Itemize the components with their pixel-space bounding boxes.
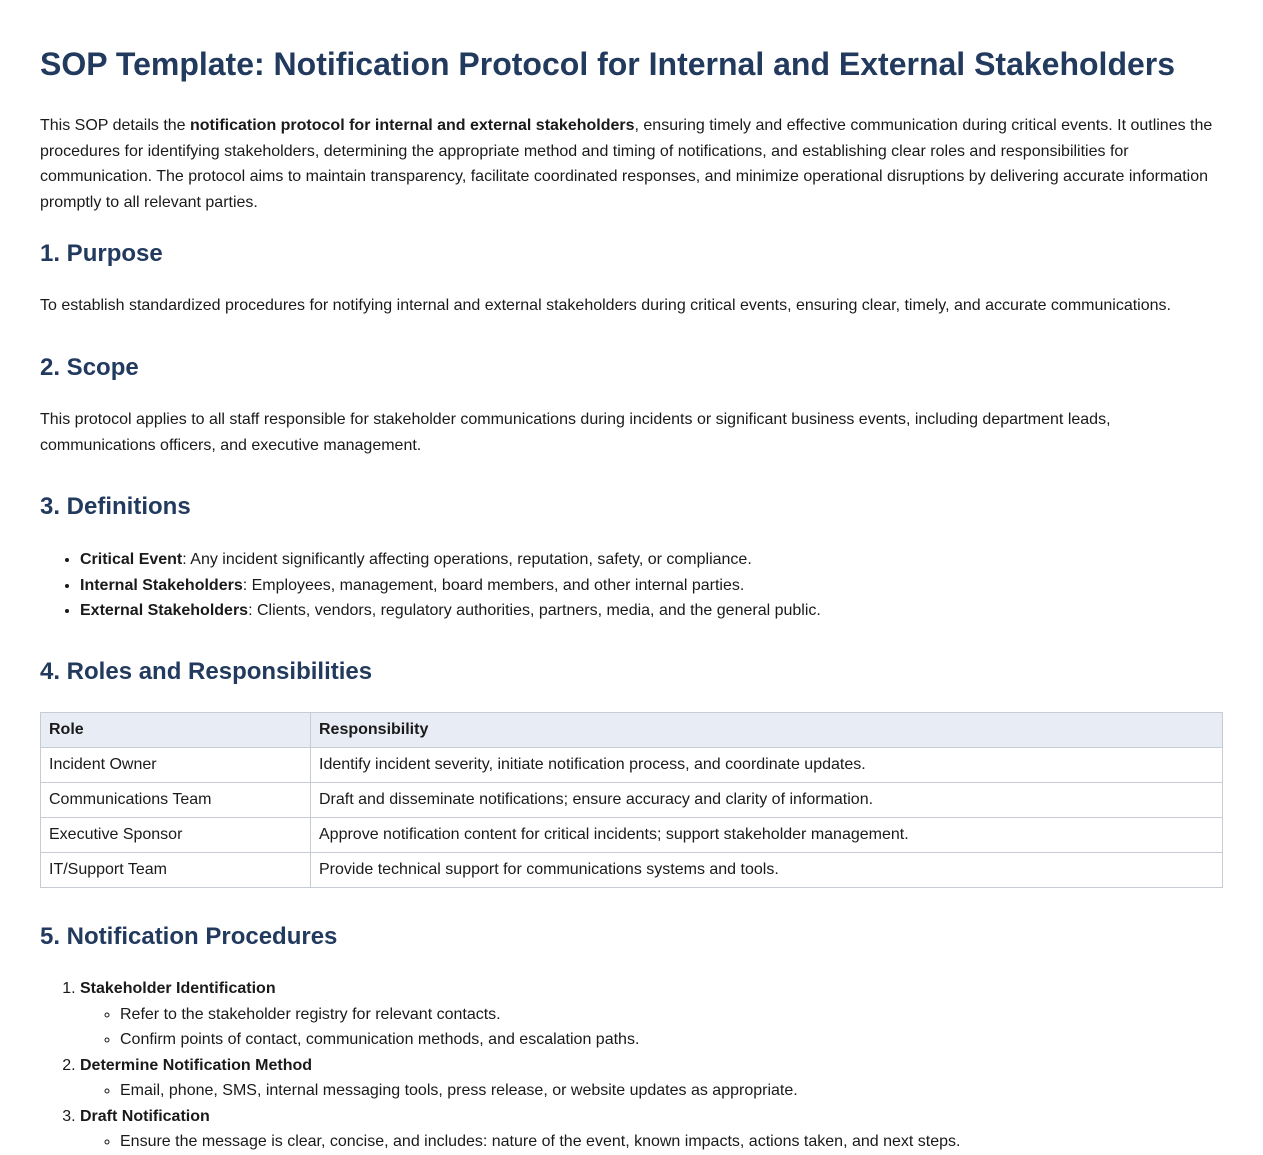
procedures-list — [40, 976, 1263, 1155]
list-item — [80, 573, 1263, 599]
procedures-heading: 5. Notification Procedures — [40, 923, 338, 950]
purpose-heading: 1. Purpose — [40, 240, 163, 267]
intro-text-end: , ensuring timely and effective communication during critical events. It outlines the procedures for identifying stakeholders, determining the appropriate method and timing of notifications, and establishing clear roles and responsibilities for communication. The protocol aims to maintain transparency, facilitate coordinated responses, and minimize operational disruptions by delivering accurate information promptly to all relevant parties. — [40, 117, 1213, 211]
roles-table — [40, 712, 1223, 888]
role-cell: Communications Team — [41, 783, 311, 818]
procedure-step-title: Determine Notification Method — [80, 1056, 313, 1074]
table-row — [41, 748, 1223, 783]
list-item — [80, 598, 1263, 624]
scope-heading: 2. Scope — [40, 354, 139, 381]
procedure-substeps — [80, 1002, 1263, 1053]
definitions-heading: 3. Definitions — [40, 493, 191, 520]
intro-text-start: This SOP details the — [40, 117, 190, 134]
procedure-step — [80, 976, 1263, 1053]
procedure-substeps — [80, 1078, 1263, 1104]
procedure-step-title: Stakeholder Identification — [80, 980, 276, 997]
column-header-responsibility: Responsibility — [311, 713, 1223, 748]
table-row — [41, 783, 1223, 818]
page-title: SOP Template: Notification Protocol for Internal and External Stakeholders — [40, 46, 1176, 82]
definitions-list — [40, 547, 1263, 624]
definition-desc: : Any incident significantly affecting operations, reputation, safety, or compliance. — [182, 551, 752, 568]
table-row — [41, 853, 1223, 888]
role-cell: Executive Sponsor — [41, 818, 311, 853]
definition-desc: : Clients, vendors, regulatory authorities, partners, media, and the general public. — [248, 602, 821, 619]
procedure-step — [80, 1053, 1263, 1104]
responsibility-cell: Identify incident severity, initiate notification process, and coordinate updates. — [311, 748, 1223, 783]
responsibility-cell: Approve notification content for critical incidents; support stakeholder management. — [311, 818, 1223, 853]
column-header-role: Role — [41, 713, 311, 748]
table-header-row — [41, 713, 1223, 748]
table-row — [41, 818, 1223, 853]
definition-term: External Stakeholders — [80, 602, 249, 619]
responsibility-cell: Draft and disseminate notifications; ensure accuracy and clarity of information. — [311, 783, 1223, 818]
intro-paragraph — [40, 113, 1223, 215]
roles-heading: 4. Roles and Responsibilities — [40, 658, 373, 685]
list-item: ◦ Ensure the message is clear, concise, and includes: nature of the event, known impacts, actions taken, and next steps. — [120, 1129, 1263, 1155]
list-item: ◦ Confirm points of contact, communication methods, and escalation paths. — [120, 1027, 1263, 1053]
intro-text-bold: notification protocol for internal and external stakeholders — [190, 117, 635, 134]
role-cell: IT/Support Team — [41, 853, 311, 888]
list-item: ◦ Email, phone, SMS, internal messaging tools, press release, or website updates as appropriate. — [120, 1078, 1263, 1104]
procedure-step — [80, 1104, 1263, 1155]
list-item — [80, 547, 1263, 573]
purpose-text: To establish standardized procedures for notifying internal and external stakeholders during critical events, ensuring clear, timely, and accurate communications. — [40, 297, 1171, 314]
definition-desc: : Employees, management, board members, and other internal parties. — [242, 576, 745, 594]
procedure-step-title: Draft Notification — [80, 1107, 210, 1125]
definition-term: Critical Event — [80, 551, 183, 568]
definition-term: Internal Stakeholders — [80, 576, 243, 594]
responsibility-cell: Provide technical support for communications systems and tools. — [311, 853, 1223, 888]
list-item: ◦ Refer to the stakeholder registry for relevant contacts. — [120, 1002, 1263, 1028]
role-cell: Incident Owner — [41, 748, 311, 783]
scope-text: This protocol applies to all staff responsible for stakeholder communications during incidents or significant business events, including department leads, communications officers, and executive management. — [40, 411, 1111, 454]
